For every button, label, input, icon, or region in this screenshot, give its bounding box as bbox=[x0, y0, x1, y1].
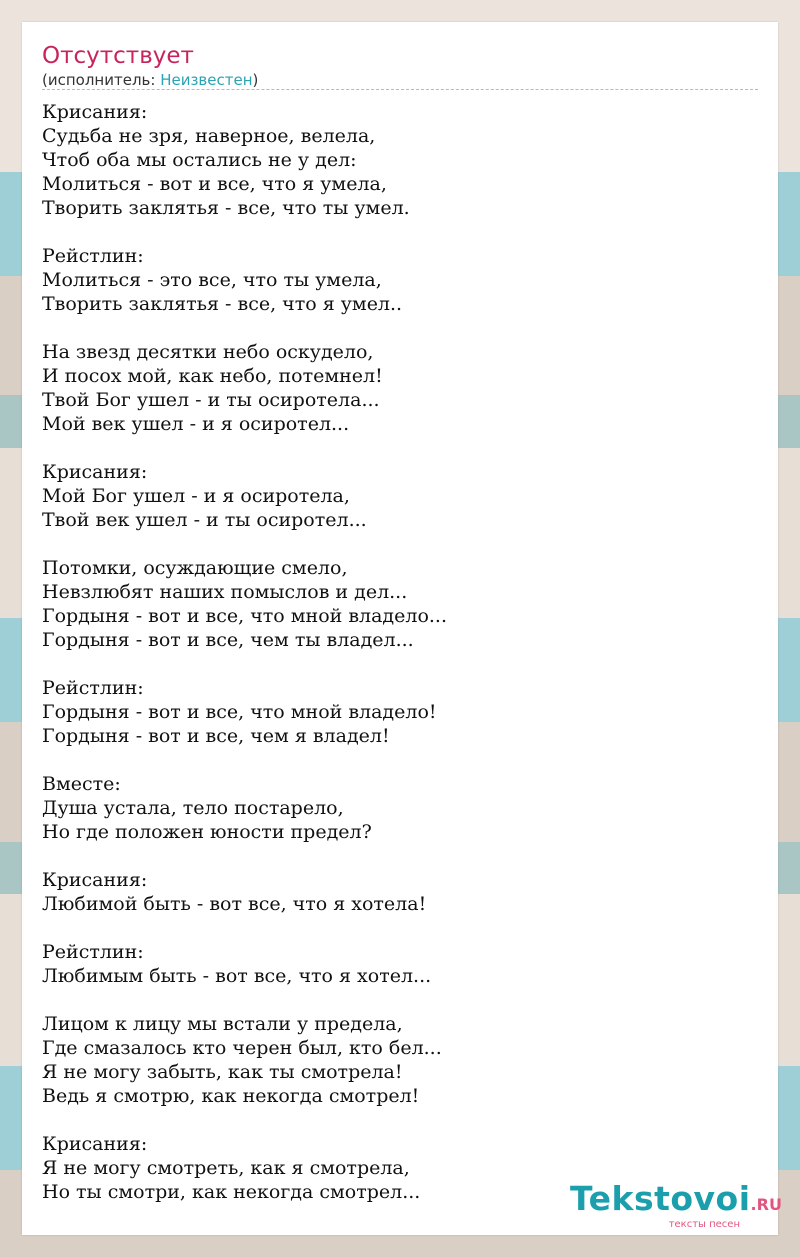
lyrics-line: Крисания: bbox=[42, 1133, 148, 1155]
lyrics-line: Чтоб оба мы остались не у дел: bbox=[42, 149, 357, 171]
lyrics-line: Крисания: bbox=[42, 101, 148, 123]
lyrics-line: И посох мой, как небо, потемнел! bbox=[42, 365, 383, 387]
lyrics-body bbox=[42, 100, 758, 1228]
lyrics-stanza bbox=[42, 772, 758, 844]
lyrics-line: Любимым быть - вот все, что я хотел... bbox=[42, 965, 432, 987]
lyrics-line: Твой век ушел - и ты осиротел... bbox=[42, 509, 367, 531]
lyrics-line: На звезд десятки небо оскудело, bbox=[42, 341, 374, 363]
lyrics-stanza bbox=[42, 100, 758, 220]
lyrics-line: Крисания: bbox=[42, 869, 148, 891]
lyrics-line: Ведь я смотрю, как некогда смотрел! bbox=[42, 1085, 420, 1107]
lyrics-line: Любимой быть - вот все, что я хотела! bbox=[42, 893, 427, 915]
lyrics-line: Мой Бог ушел - и я осиротела, bbox=[42, 485, 350, 507]
lyrics-line: Творить заклятья - все, что ты умел. bbox=[42, 197, 410, 219]
artist-line bbox=[42, 71, 258, 89]
lyrics-line: Творить заклятья - все, что я умел.. bbox=[42, 293, 403, 315]
lyrics-line: Гордыня - вот и все, что мной владело... bbox=[42, 605, 448, 627]
logo-wordmark bbox=[570, 1179, 782, 1223]
lyrics-line: Лицом к лицу мы встали у предела, bbox=[42, 1013, 403, 1035]
logo-word: Tekstovoi bbox=[570, 1179, 751, 1218]
lyrics-line: Вместе: bbox=[42, 773, 121, 795]
artist-prefix: (исполнитель: bbox=[42, 71, 161, 89]
lyrics-stanza bbox=[42, 244, 758, 316]
lyrics-line: Где смазалось кто черен был, кто бел... bbox=[42, 1037, 442, 1059]
logo-tld: .RU bbox=[750, 1195, 782, 1214]
lyrics-stanza bbox=[42, 676, 758, 748]
lyrics-line: Твой Бог ушел - и ты осиротела... bbox=[42, 389, 380, 411]
lyrics-line: Невзлюбят наших помыслов и дел... bbox=[42, 581, 408, 603]
lyrics-line: Молиться - вот и все, что я умела, bbox=[42, 173, 387, 195]
lyrics-stanza bbox=[42, 940, 758, 988]
artist-link[interactable]: Неизвестен bbox=[160, 71, 253, 89]
lyrics-line: Но где положен юности предел? bbox=[42, 821, 372, 843]
lyrics-line: Крисания: bbox=[42, 461, 148, 483]
lyrics-line: Мой век ушел - и я осиротел... bbox=[42, 413, 350, 435]
lyrics-line: Гордыня - вот и все, чем я владел! bbox=[42, 725, 390, 747]
lyrics-line: Рейстлин: bbox=[42, 941, 144, 963]
lyrics-stanza bbox=[42, 1012, 758, 1108]
lyrics-line: Рейстлин: bbox=[42, 677, 144, 699]
artist-suffix: ) bbox=[252, 71, 259, 89]
lyrics-line: Душа устала, тело постарело, bbox=[42, 797, 344, 819]
lyrics-line: Я не могу забыть, как ты смотрела! bbox=[42, 1061, 403, 1083]
lyrics-line: Молиться - это все, что ты умела, bbox=[42, 269, 382, 291]
lyrics-stanza bbox=[42, 460, 758, 532]
lyrics-line: Гордыня - вот и все, что мной владело! bbox=[42, 701, 437, 723]
logo-tagline: тексты песен bbox=[668, 1219, 740, 1230]
lyrics-stanza bbox=[42, 340, 758, 436]
lyrics-line: Судьба не зря, наверное, велела, bbox=[42, 125, 376, 147]
lyrics-card bbox=[22, 22, 782, 1235]
lyrics-line: Гордыня - вот и все, чем ты владел... bbox=[42, 629, 414, 651]
lyrics-stanza bbox=[42, 556, 758, 652]
lyrics-line: Я не могу смотреть, как я смотрела, bbox=[42, 1157, 410, 1179]
lyrics-stanza bbox=[42, 868, 758, 916]
dashed-divider bbox=[42, 89, 758, 90]
song-title: Отсутствует bbox=[42, 43, 194, 69]
site-logo[interactable] bbox=[570, 1179, 782, 1230]
lyrics-line: Потомки, осуждающие смело, bbox=[42, 557, 348, 579]
lyrics-line: Рейстлин: bbox=[42, 245, 144, 267]
lyrics-line: Но ты смотри, как некогда смотрел... bbox=[42, 1181, 421, 1203]
